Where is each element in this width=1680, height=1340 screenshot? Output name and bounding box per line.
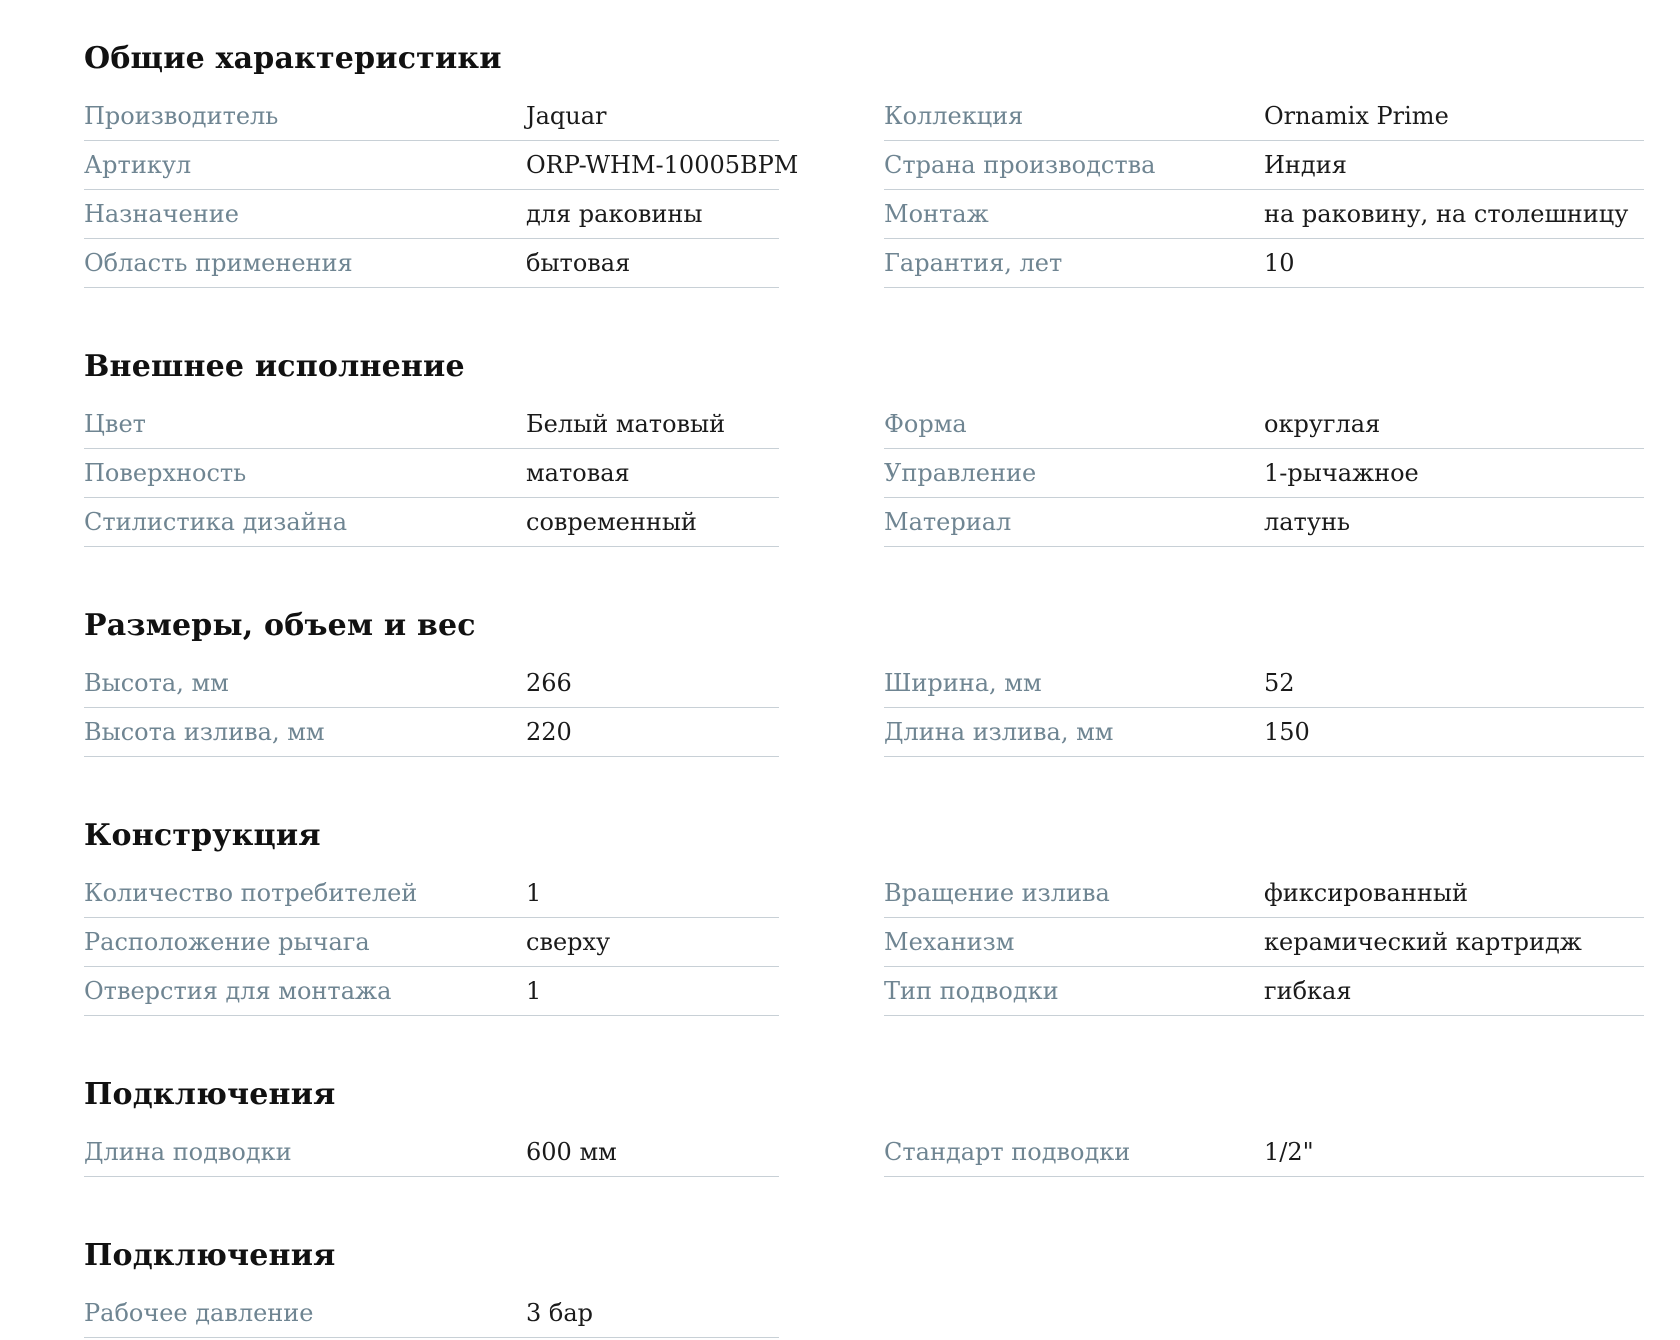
spec-label: Высота, мм <box>84 669 229 697</box>
spec-label: Вращение излива <box>884 879 1110 907</box>
section-dimensions <box>84 597 1624 757</box>
spec-value: сверху <box>526 928 611 956</box>
spec-value: округлая <box>1264 410 1381 438</box>
spec-label: Высота излива, мм <box>84 718 325 746</box>
spec-value: ORP-WHM-10005BPM <box>526 151 799 179</box>
spec-value: 1/2" <box>1264 1138 1314 1166</box>
spec-row <box>84 659 779 708</box>
section-title: Размеры, объем и вес <box>84 608 476 643</box>
spec-column-left <box>84 92 799 288</box>
spec-value: современный <box>526 508 697 536</box>
spec-row <box>84 239 779 288</box>
spec-column-left <box>84 1289 779 1338</box>
spec-grid <box>84 659 1624 757</box>
spec-value: 1 <box>526 977 542 1005</box>
spec-row <box>84 400 779 449</box>
spec-column-right <box>884 659 1644 757</box>
spec-label: Гарантия, лет <box>884 249 1063 277</box>
spec-label: Коллекция <box>884 102 1024 130</box>
spec-label: Управление <box>884 459 1037 487</box>
spec-row <box>884 400 1644 449</box>
spec-label: Поверхность <box>84 459 247 487</box>
section-connections <box>84 1066 1624 1177</box>
spec-label: Цвет <box>84 410 146 438</box>
spec-value: Белый матовый <box>526 410 726 438</box>
spec-value: фиксированный <box>1264 879 1468 907</box>
spec-row <box>84 92 779 141</box>
spec-row <box>884 498 1644 547</box>
spec-label: Длина излива, мм <box>884 718 1114 746</box>
spec-row <box>84 190 779 239</box>
spec-value: 266 <box>526 669 572 697</box>
section-title: Подключения <box>84 1238 336 1273</box>
spec-grid <box>84 400 1624 547</box>
spec-label: Артикул <box>84 151 192 179</box>
spec-label: Количество потребителей <box>84 879 418 907</box>
spec-label: Стандарт подводки <box>884 1138 1131 1166</box>
section-connections-pressure <box>84 1227 1624 1338</box>
spec-label: Механизм <box>884 928 1015 956</box>
spec-label: Производитель <box>84 102 279 130</box>
spec-column-left <box>84 659 779 757</box>
spec-value: латунь <box>1264 508 1351 536</box>
spec-column-right <box>884 1289 1644 1338</box>
spec-row <box>884 659 1644 708</box>
spec-column-left <box>84 869 779 1016</box>
spec-row <box>884 92 1644 141</box>
spec-row <box>84 967 779 1016</box>
spec-row <box>884 239 1644 288</box>
spec-column-right <box>884 1128 1644 1177</box>
spec-label: Тип подводки <box>884 977 1059 1005</box>
spec-row <box>884 190 1644 239</box>
spec-value: бытовая <box>526 249 631 277</box>
spec-value: для раковины <box>526 200 703 228</box>
section-construction <box>84 807 1624 1016</box>
spec-column-left <box>84 1128 779 1177</box>
section-title: Конструкция <box>84 818 321 853</box>
spec-value: 52 <box>1264 669 1295 697</box>
spec-row <box>884 918 1644 967</box>
spec-value: гибкая <box>1264 977 1352 1005</box>
spec-grid <box>84 1128 1624 1177</box>
spec-value: Индия <box>1264 151 1347 179</box>
spec-label: Рабочее давление <box>84 1299 314 1327</box>
spec-value: 1-рычажное <box>1264 459 1419 487</box>
spec-column-left <box>84 400 779 547</box>
spec-label: Ширина, мм <box>884 669 1042 697</box>
spec-row <box>884 967 1644 1016</box>
section-title: Общие характеристики <box>84 41 502 76</box>
spec-column-right <box>884 92 1644 288</box>
spec-value: на раковину, на столешницу <box>1264 200 1629 228</box>
spec-value: Ornamix Prime <box>1264 102 1449 130</box>
spec-row <box>84 141 799 190</box>
spec-label: Форма <box>884 410 967 438</box>
spec-row <box>84 1128 779 1177</box>
spec-value: 1 <box>526 879 542 907</box>
section-general <box>84 30 1629 288</box>
spec-grid <box>84 92 1629 288</box>
spec-row <box>884 1128 1644 1177</box>
spec-label: Назначение <box>84 200 239 228</box>
spec-row <box>84 1289 779 1338</box>
section-title: Внешнее исполнение <box>84 349 465 384</box>
spec-row <box>84 869 779 918</box>
spec-row <box>884 449 1644 498</box>
spec-row <box>84 708 779 757</box>
spec-label: Область применения <box>84 249 353 277</box>
spec-row <box>84 449 779 498</box>
spec-grid <box>84 1289 1624 1338</box>
spec-label: Стилистика дизайна <box>84 508 348 536</box>
spec-column-right <box>884 400 1644 547</box>
spec-value: 220 <box>526 718 572 746</box>
spec-row <box>84 498 779 547</box>
spec-value: 3 бар <box>526 1299 594 1327</box>
spec-label: Длина подводки <box>84 1138 292 1166</box>
spec-column-right <box>884 869 1644 1016</box>
spec-label: Материал <box>884 508 1012 536</box>
spec-value: Jaquar <box>526 102 607 130</box>
spec-row <box>884 869 1644 918</box>
spec-label: Расположение рычага <box>84 928 370 956</box>
spec-label: Страна производства <box>884 151 1156 179</box>
spec-value: керамический картридж <box>1264 928 1582 956</box>
spec-row <box>884 708 1644 757</box>
spec-value: 600 мм <box>526 1138 617 1166</box>
spec-value: 150 <box>1264 718 1310 746</box>
spec-value: 10 <box>1264 249 1295 277</box>
spec-grid <box>84 869 1624 1016</box>
spec-label: Отверстия для монтажа <box>84 977 392 1005</box>
spec-label: Монтаж <box>884 200 989 228</box>
spec-row <box>884 141 1644 190</box>
section-appearance <box>84 338 1624 547</box>
spec-row <box>84 918 779 967</box>
spec-value: матовая <box>526 459 630 487</box>
section-title: Подключения <box>84 1077 336 1112</box>
